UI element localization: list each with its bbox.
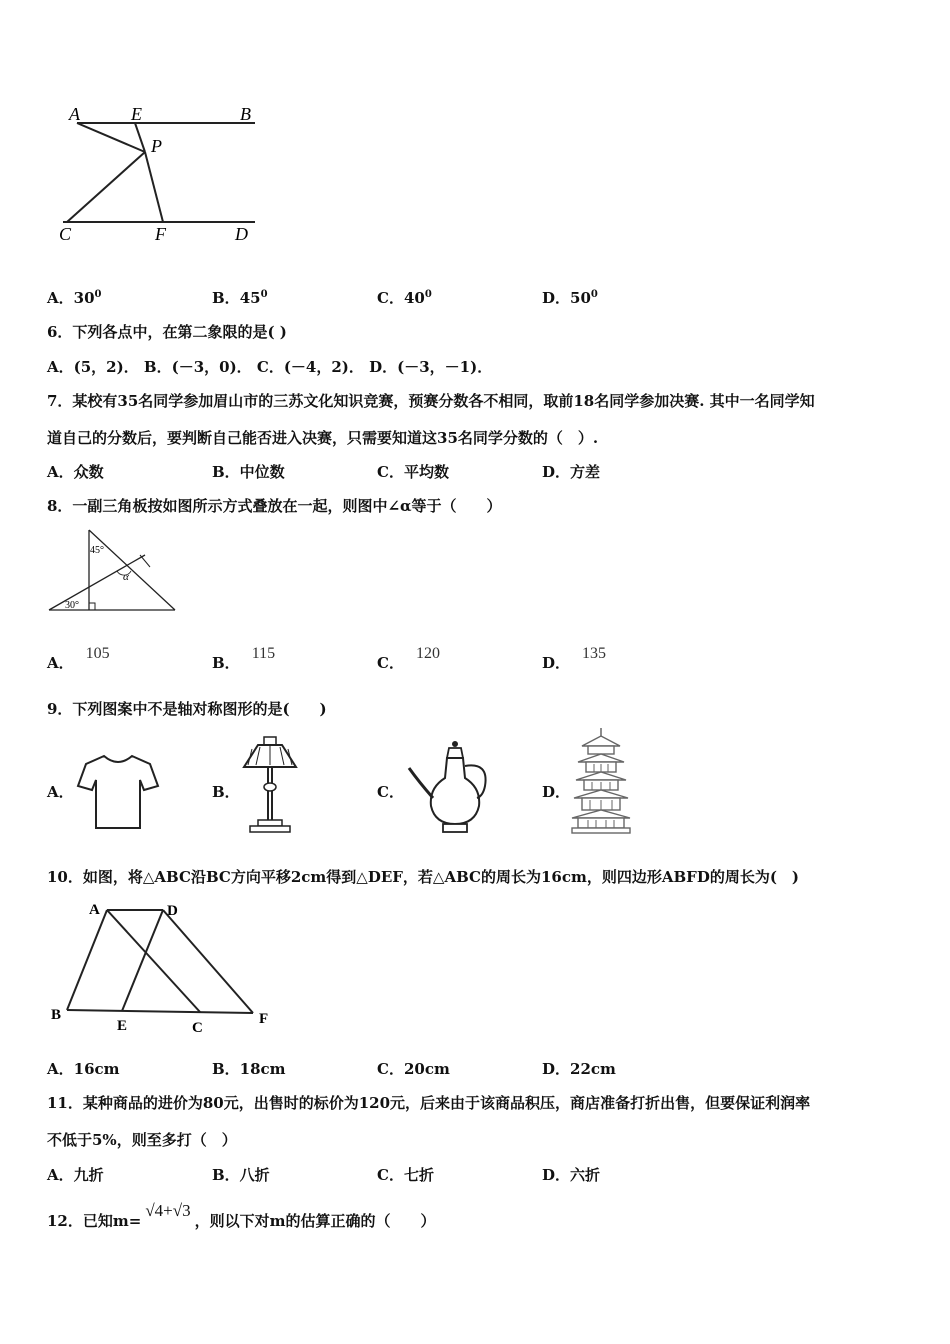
q8-figure <box>45 525 180 615</box>
q10-option-c: C．20cm <box>377 1060 450 1078</box>
q8-label-45: 45° <box>90 545 104 556</box>
q11-option-d: D．六折 <box>542 1166 601 1184</box>
q9-option-c: C． <box>377 783 404 801</box>
q10-label-a: A <box>89 902 100 918</box>
q5-option-a: A．$30^0$ <box>47 289 102 307</box>
q5-label-b: B <box>240 104 251 124</box>
q5-label-e: E <box>131 104 142 124</box>
lamp-icon <box>238 735 302 835</box>
tshirt-icon <box>76 752 160 832</box>
q11-option-b: B．八折 <box>212 1166 270 1184</box>
q10-label-b: B <box>51 1007 62 1023</box>
q9-option-d: D． <box>542 783 571 801</box>
q12-formula: √4+√3 <box>145 1201 191 1220</box>
q7-option-d: D．方差 <box>542 463 601 481</box>
q11-option-a: A．九折 <box>47 1166 104 1184</box>
q6-stem: 6．下列各点中，在第二象限的是( ) <box>47 323 287 341</box>
q10-figure <box>45 895 285 1040</box>
q10-label-f: F <box>259 1011 269 1027</box>
q5-figure <box>55 100 270 250</box>
q8-label-alpha: α <box>123 571 129 583</box>
q10-option-b: B．18cm <box>212 1060 286 1078</box>
q11-stem-line2: 不低于5%，则至多打（ ） <box>47 1131 237 1149</box>
q12-stem: 12．已知m=√4+√3，则以下对m的估算正确的（ ） <box>47 1201 436 1230</box>
q8-option-a: A．105 <box>47 645 110 672</box>
q7-stem-line2: 道自己的分数后，要判断自己能否进入决赛，只需要知道这35名同学分数的（ ）. <box>47 429 599 447</box>
pagoda-icon <box>568 728 634 834</box>
q8-option-b: B．115 <box>212 645 276 672</box>
q10-label-d: D <box>167 903 178 919</box>
q5-option-c: C．$40^0$ <box>377 289 432 307</box>
q5-label-d: D <box>235 224 248 244</box>
q7-option-b: B．中位数 <box>212 463 285 481</box>
q5-option-d: D．$50^0$ <box>542 289 598 307</box>
q11-option-c: C．七折 <box>377 1166 434 1184</box>
q5-label-p: P <box>151 136 162 156</box>
q10-label-c: C <box>192 1020 203 1036</box>
q9-stem: 9．下列图案中不是轴对称图形的是( ) <box>47 700 327 718</box>
teapot-icon <box>405 738 495 834</box>
q8-option-c: C．120 <box>377 645 440 672</box>
q5-seg-ap <box>77 123 145 152</box>
q10-stem: 10．如图，将△ABC沿BC方向平移2cm得到△DEF，若△ABC的周长为16cm，则四边形ABFD的周长为( ) <box>47 868 800 886</box>
q5-label-c: C <box>59 224 72 244</box>
q10-label-e: E <box>117 1018 128 1034</box>
q5-seg-pc <box>67 152 145 222</box>
q5-option-b: B．$45^0$ <box>212 289 268 307</box>
q5-seg-pf <box>145 152 163 222</box>
q7-option-c: C．平均数 <box>377 463 449 481</box>
q10-option-d: D．22cm <box>542 1060 616 1078</box>
q5-label-f: F <box>155 224 166 244</box>
q9-option-a: A． <box>47 783 74 801</box>
q10-option-a: A．16cm <box>47 1060 120 1078</box>
q11-stem-line1: 11．某种商品的进价为80元，出售时的标价为120元，后来由于该商品积压，商店准备打折出售，但要保证利润率 <box>47 1094 811 1112</box>
q5-label-a: A <box>69 104 80 124</box>
q7-option-a: A．众数 <box>47 463 104 481</box>
q8-stem: 8．一副三角板按如图所示方式叠放在一起，则图中∠α等于（ ） <box>47 497 502 515</box>
q8-label-30: 30° <box>65 600 79 611</box>
q6-options: A．(5，2)． B．(－3，0)． C．(－4，2)． D．(－3，－1)． <box>47 358 493 376</box>
q9-option-b: B． <box>212 783 240 801</box>
q8-option-d: D．135 <box>542 645 607 672</box>
q7-stem-line1: 7．某校有35名同学参加眉山市的三苏文化知识竞赛，预赛分数各不相同，取前18名同学参加决赛. 其中一名同学知 <box>47 392 815 410</box>
